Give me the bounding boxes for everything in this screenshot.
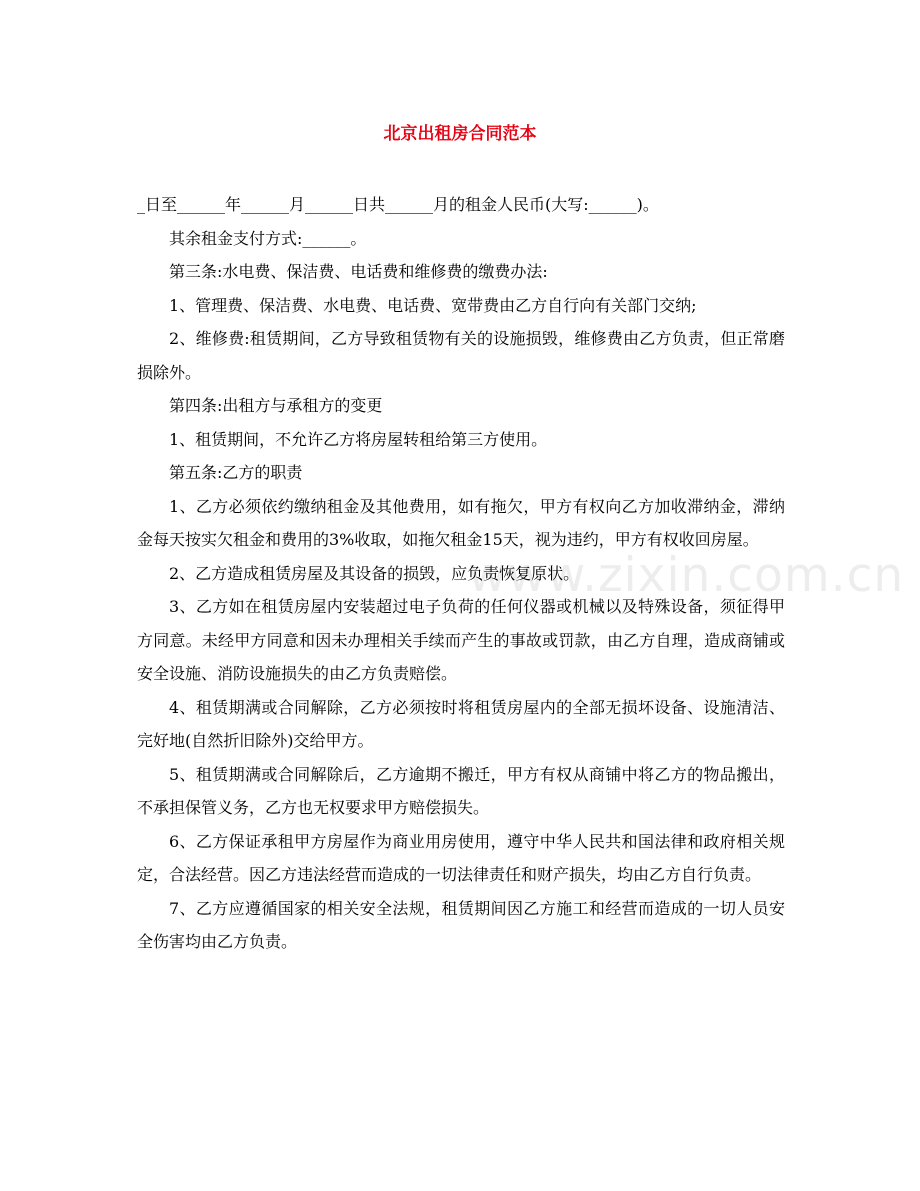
article-5-item-3: 3、乙方如在租赁房屋内安装超过电子负荷的任何仪器或机械以及特殊设备，须征得甲方同意。未经甲方同意和因未办理相关手续而产生的事故或罚款，由乙方自理，造成商铺或安全设施、消防设施损失的由乙方负责赔偿。: [137, 597, 785, 683]
document-title: 北京出租房合同范本: [383, 124, 537, 144]
article-5-item-5: 5、租赁期满或合同解除后，乙方逾期不搬迁，甲方有权从商铺中将乙方的物品搬出，不承担保管义务，乙方也无权要求甲方赔偿损失。: [137, 764, 785, 817]
paragraph-payment-method: 其余租金支付方式:______。: [169, 228, 367, 248]
watermark: www.zixin.com.cn: [468, 548, 905, 603]
paragraph-rent-period: _日至______年______月______日共______月的租金人民币(大写:______)。: [137, 195, 659, 214]
article-5-item-6: 6、乙方保证承租甲方房屋作为商业用房使用，遵守中华人民共和国法律和政府相关规定，合法经营。因乙方违法经营而造成的一切法律责任和财产损失，均由乙方自行负责。: [137, 831, 785, 884]
document-body: [137, 188, 785, 959]
article-5-item-1: 1、乙方必须依约缴纳租金及其他费用，如有拖欠，甲方有权向乙方加收滞纳金，滞纳金每天按实欠租金和费用的3%收取，如拖欠租金15天，视为违约，甲方有权收回房屋。: [137, 496, 785, 549]
article-4-heading: 第四条:出租方与承租方的变更: [169, 396, 383, 415]
article-3-item-2: 2、维修费:租赁期间，乙方导致租赁物有关的设施损毁，维修费由乙方负责，但正常磨损除外。: [137, 329, 785, 382]
article-3-heading: 第三条:水电费、保洁费、电话费和维修费的缴费办法:: [169, 262, 548, 281]
article-5-heading: 第五条:乙方的职责: [169, 463, 303, 482]
article-5-item-7: 7、乙方应遵循国家的相关安全法规，租赁期间因乙方施工和经营而造成的一切人员安全伤害均由乙方负责。: [137, 898, 785, 951]
article-5-item-2: 2、乙方造成租赁房屋及其设备的损毁，应负责恢复原状。: [169, 563, 580, 583]
article-5-item-4: 4、租赁期满或合同解除，乙方必须按时将租赁房屋内的全部无损坏设备、设施清洁、完好地(自然折旧除外)交给甲方。: [137, 697, 785, 750]
article-3-item-1: 1、管理费、保洁费、水电费、电话费、宽带费由乙方自行向有关部门交纳;: [169, 295, 697, 315]
article-4-item-1: 1、租赁期间，不允许乙方将房屋转租给第三方使用。: [169, 429, 548, 449]
